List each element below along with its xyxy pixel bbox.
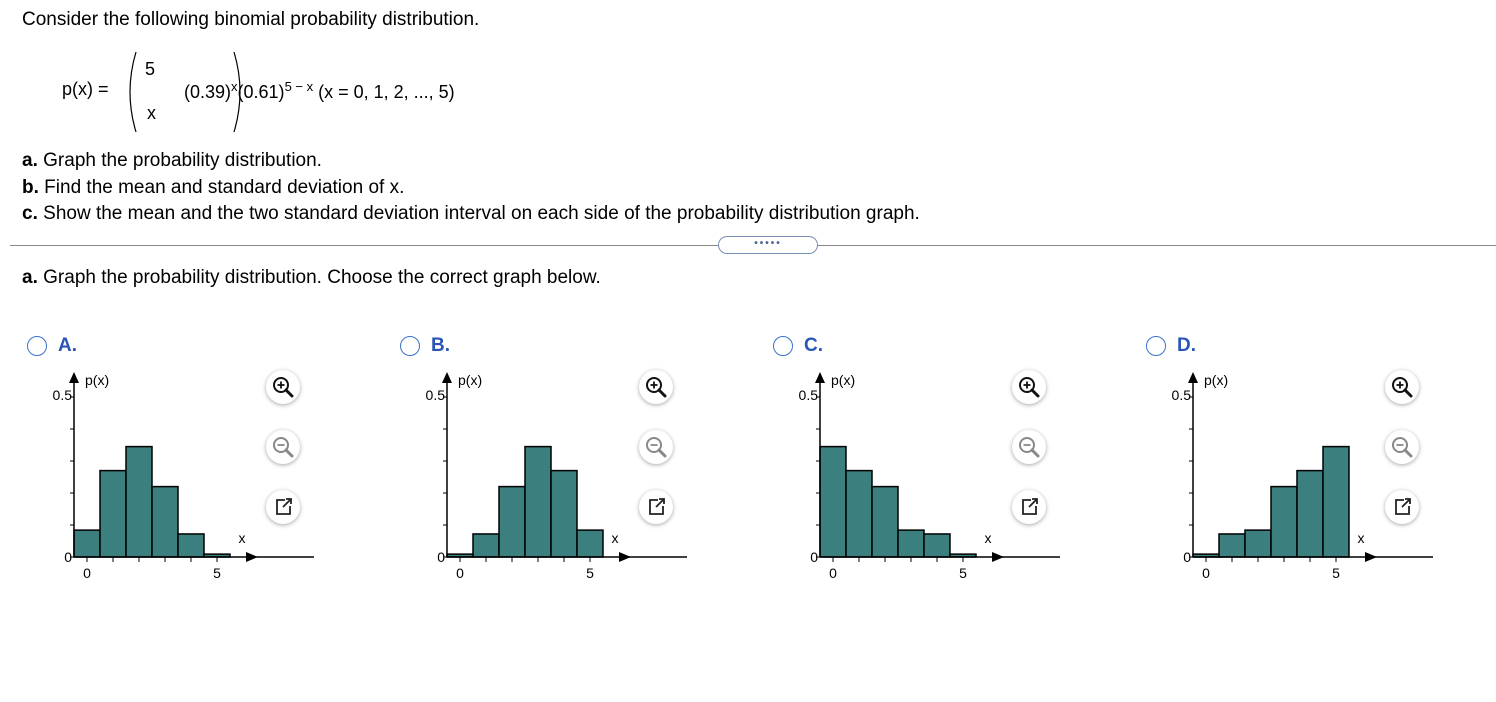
y-tick-label: 0: [64, 549, 72, 565]
zoom-out-icon: [1012, 430, 1046, 464]
choice-letter: C.: [804, 335, 823, 356]
zoom-in-icon: [639, 370, 673, 404]
formula-rhs: [184, 79, 455, 103]
formula-exponent-1: x: [231, 79, 238, 94]
y-tick-label: 0.5: [1171, 387, 1191, 403]
histogram-bar: [1323, 447, 1349, 557]
x-axis-label: x: [1357, 530, 1365, 546]
formula-base-1: (0.39): [184, 82, 232, 102]
popout-button[interactable]: [1385, 490, 1419, 524]
zoom-out-button[interactable]: [639, 430, 673, 464]
histogram-bar: [846, 471, 872, 557]
part-b: b. Find the mean and standard deviation of x.: [22, 176, 405, 198]
y-tick-label: 0: [437, 549, 445, 565]
popout-icon: [266, 490, 300, 524]
x-tick-label: 0: [83, 565, 91, 581]
answer-choice-d[interactable]: [1141, 330, 1461, 600]
x-axis-arrow: [1365, 552, 1377, 562]
y-tick-label: 0.5: [798, 387, 818, 403]
zoom-in-button[interactable]: [266, 370, 300, 404]
histogram-bar: [1271, 487, 1297, 557]
x-tick-label: 0: [829, 565, 837, 581]
answer-choice-a[interactable]: [22, 330, 342, 600]
y-axis-arrow: [815, 372, 825, 383]
y-axis-label: p(x): [831, 372, 856, 388]
binomial-k: x: [147, 103, 156, 123]
binomial-formula: [62, 50, 582, 134]
zoom-in-icon: [1012, 370, 1046, 404]
zoom-in-icon: [266, 370, 300, 404]
histogram-bar: [1297, 471, 1323, 557]
zoom-in-icon: [1385, 370, 1419, 404]
histogram-bar: [178, 534, 204, 557]
x-axis-label: x: [984, 530, 992, 546]
choice-letter: A.: [58, 335, 77, 356]
problem-parts: [22, 148, 920, 228]
zoom-out-button[interactable]: [266, 430, 300, 464]
choice-letter: D.: [1177, 335, 1196, 356]
zoom-in-button[interactable]: [1385, 370, 1419, 404]
x-axis-arrow: [992, 552, 1004, 562]
histogram-bar: [820, 447, 846, 557]
histogram-bar: [499, 487, 525, 557]
y-tick-label: 0.5: [52, 387, 72, 403]
y-axis-label: p(x): [458, 372, 483, 388]
part-c: c. Show the mean and the two standard deviation interval on each side of the probability distribution graph.: [22, 203, 920, 224]
y-axis-arrow: [1188, 372, 1198, 383]
histogram-bar: [551, 471, 577, 557]
x-axis-arrow: [619, 552, 631, 562]
y-tick-label: 0.5: [425, 387, 445, 403]
histogram-bar: [525, 447, 551, 557]
part-a: a. Graph the probability distribution.: [22, 150, 322, 171]
x-tick-label: 5: [1332, 565, 1340, 581]
formula-domain: (x = 0, 1, 2, ..., 5): [318, 82, 455, 102]
y-tick-label: 0: [1183, 549, 1191, 565]
histogram-bar: [1219, 534, 1245, 557]
y-axis-label: p(x): [1204, 372, 1229, 388]
formula-exponent-2: 5 − x: [284, 79, 314, 94]
x-axis-label: x: [611, 530, 619, 546]
zoom-out-icon: [266, 430, 300, 464]
x-tick-label: 5: [959, 565, 967, 581]
popout-icon: [1385, 490, 1419, 524]
histogram-bar: [1245, 530, 1271, 557]
y-tick-label: 0: [810, 549, 818, 565]
x-axis-label: x: [238, 530, 246, 546]
histogram-bar: [577, 530, 603, 557]
x-tick-label: 0: [1202, 565, 1210, 581]
zoom-out-button[interactable]: [1012, 430, 1046, 464]
histogram-bar: [872, 487, 898, 557]
x-tick-label: 5: [586, 565, 594, 581]
question-prompt: a. Graph the probability distribution. Choose the correct graph below.: [22, 267, 601, 288]
x-tick-label: 0: [456, 565, 464, 581]
popout-button[interactable]: [1012, 490, 1046, 524]
problem-intro: Consider the following binomial probability distribution.: [22, 9, 480, 30]
zoom-in-button[interactable]: [639, 370, 673, 404]
histogram-bar: [126, 447, 152, 557]
popout-icon: [639, 490, 673, 524]
answer-choice-c[interactable]: [768, 330, 1088, 600]
binomial-n: 5: [145, 59, 156, 79]
histogram-bar: [898, 530, 924, 557]
zoom-out-icon: [639, 430, 673, 464]
expand-more-button[interactable]: •••••: [718, 236, 818, 254]
x-tick-label: 5: [213, 565, 221, 581]
x-axis-arrow: [246, 552, 258, 562]
formula-lhs: p(x) =: [62, 79, 109, 99]
choice-letter: B.: [431, 335, 450, 356]
histogram-bar: [473, 534, 499, 557]
popout-button[interactable]: [639, 490, 673, 524]
y-axis-arrow: [442, 372, 452, 383]
popout-icon: [1012, 490, 1046, 524]
answer-choice-b[interactable]: [395, 330, 715, 600]
zoom-in-button[interactable]: [1012, 370, 1046, 404]
histogram-bar: [74, 530, 100, 557]
zoom-out-button[interactable]: [1385, 430, 1419, 464]
popout-button[interactable]: [266, 490, 300, 524]
formula-base-2: (0.61): [237, 82, 285, 102]
histogram-bar: [100, 471, 126, 557]
y-axis-label: p(x): [85, 372, 110, 388]
y-axis-arrow: [69, 372, 79, 383]
histogram-bar: [924, 534, 950, 557]
zoom-out-icon: [1385, 430, 1419, 464]
histogram-bar: [152, 487, 178, 557]
